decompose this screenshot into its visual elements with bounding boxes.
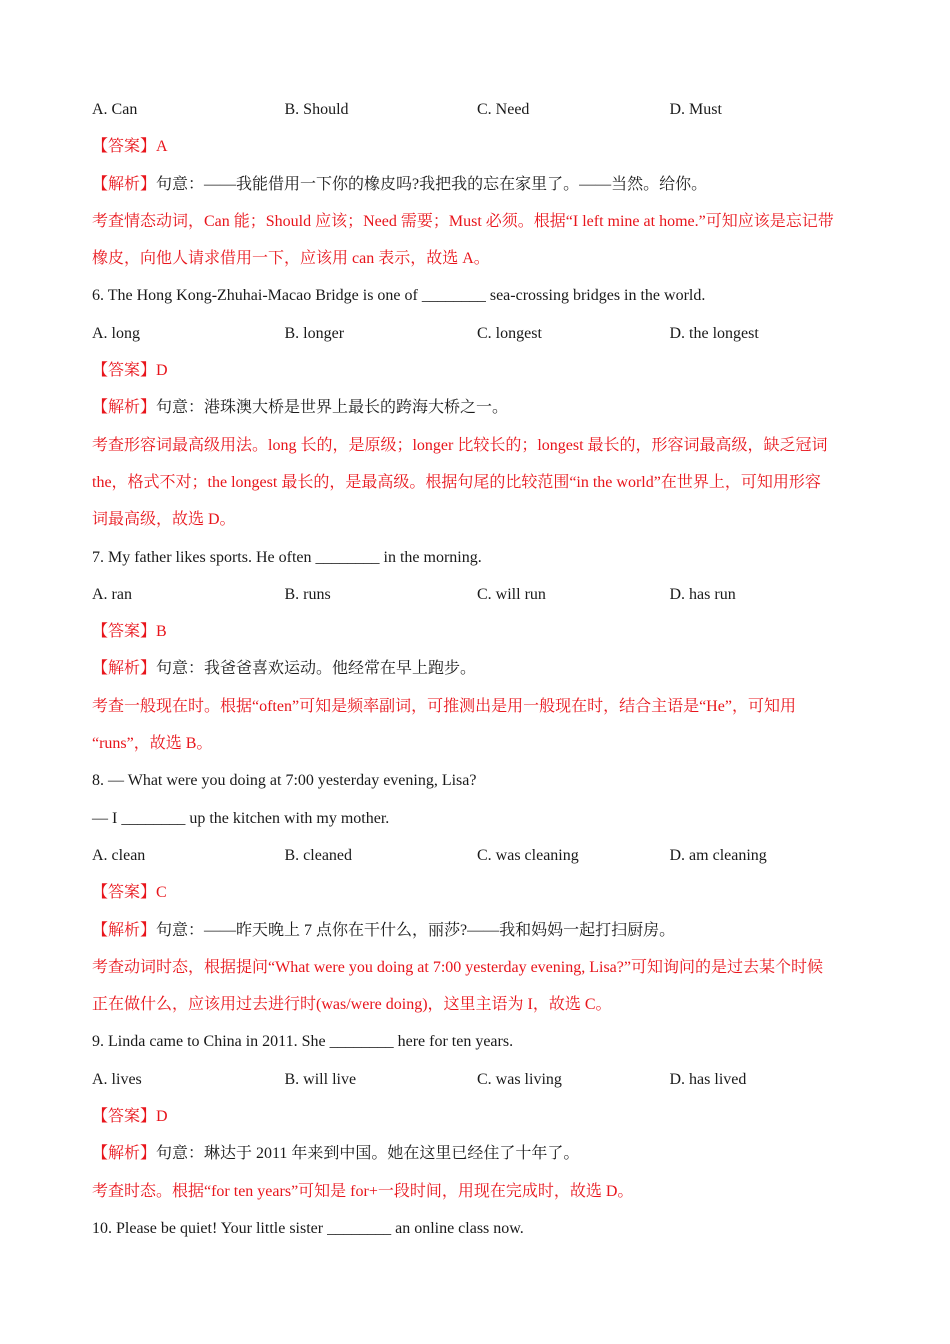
option-d: D. the longest: [669, 324, 759, 342]
question-text: — I ________ up the kitchen with my mother.: [92, 809, 390, 827]
option-a: A. lives: [92, 1070, 142, 1088]
answer-label: 【答案】: [92, 138, 157, 156]
question-text: 8. — What were you doing at 7:00 yesterday evening, Lisa?: [92, 772, 477, 790]
answer-value: B: [156, 623, 167, 641]
analysis-text: [92, 688, 862, 763]
options-row: [92, 91, 862, 128]
option-a: A. long: [92, 324, 140, 342]
explanation-label: 【解析】: [92, 660, 157, 678]
question-text: 10. Please be quiet! Your little sister ________ an online class now.: [92, 1219, 524, 1237]
options-row: [92, 576, 862, 613]
analysis-text: [92, 949, 862, 1024]
option-a: A. Can: [92, 101, 138, 118]
option-b: B. longer: [284, 324, 345, 342]
question-text: 7. My father likes sports. He often ________ in the morning.: [92, 548, 482, 566]
option-b: B. cleaned: [284, 846, 353, 864]
options-row: [92, 1061, 862, 1098]
analysis-line: 考查动词时态，根据提问“What were you doing at 7:00 yesterday evening, Lisa?”可知询问的是过去某个时候: [92, 958, 823, 976]
option-a: A. ran: [92, 585, 132, 603]
question-block-7: [92, 539, 862, 763]
options-row: [92, 315, 862, 352]
explanation-text: 句意：——我能借用一下你的橡皮吗?我把我的忘在家里了。——当然。给你。: [156, 175, 708, 193]
analysis-line: 橡皮，向他人请求借用一下，应该用 can 表示，故选 A。: [92, 250, 490, 268]
question-block-9: [92, 1023, 862, 1209]
explanation-line: [92, 650, 862, 687]
explanation-label: 【解析】: [92, 921, 157, 939]
option-d: D. has run: [669, 585, 736, 603]
answer-label: 【答案】: [92, 884, 157, 902]
option-b: B. runs: [284, 585, 331, 603]
answer-label: 【答案】: [92, 1108, 157, 1126]
analysis-line: 考查一般现在时。根据“often”可知是频率副词，可推测出是用一般现在时，结合主语是“He”，可知用: [92, 697, 796, 715]
explanation-line: [92, 166, 862, 203]
analysis-line: 正在做什么，应该用过去进行时(was/were doing)，这里主语为 I，故选 C。: [92, 996, 612, 1014]
explanation-text: 句意：——昨天晚上 7 点你在干什么，丽莎?——我和妈妈一起打扫厨房。: [156, 921, 676, 939]
option-c: C. was cleaning: [477, 846, 579, 864]
explanation-label: 【解析】: [92, 1145, 157, 1163]
answer-line: [92, 613, 862, 650]
answer-value: A: [156, 138, 168, 156]
answer-label: 【答案】: [92, 362, 157, 380]
analysis-line: 考查时态。根据“for ten years”可知是 for+一段时间，用现在完成时，故选 D。: [92, 1182, 634, 1200]
analysis-line: 考查情态动词，Can 能；Should 应该；Need 需要；Must 必须。根据“I left mine at home.”可知应该是忘记带: [92, 212, 834, 230]
explanation-line: [92, 389, 862, 426]
explanation-text: 句意：港珠澳大桥是世界上最长的跨海大桥之一。: [156, 399, 509, 417]
answer-label: 【答案】: [92, 623, 157, 641]
question-block-10: [92, 1210, 862, 1247]
question-block-6: [92, 277, 862, 538]
explanation-label: 【解析】: [92, 175, 157, 193]
option-b: B. Should: [284, 101, 349, 118]
explanation-label: 【解析】: [92, 399, 157, 417]
option-c: C. was living: [477, 1070, 562, 1088]
answer-value: D: [156, 362, 168, 380]
answer-value: D: [156, 1108, 168, 1126]
explanation-line: [92, 1135, 862, 1172]
options-row: [92, 837, 862, 874]
question-block-5: [92, 91, 862, 277]
option-d: D. has lived: [669, 1070, 747, 1088]
option-c: C. will run: [477, 585, 546, 603]
option-b: B. will live: [284, 1070, 357, 1088]
question-block-8: [92, 762, 862, 1023]
analysis-line: “runs”，故选 B。: [92, 735, 213, 753]
analysis-text: [92, 427, 862, 539]
explanation-line: [92, 912, 862, 949]
answer-value: C: [156, 884, 167, 902]
answer-line: [92, 874, 862, 911]
analysis-line: the，格式不对；the longest 最长的，是最高级。根据句尾的比较范围“in the world”在世界上，可知用形容: [92, 473, 821, 491]
document-page: [92, 91, 862, 1247]
analysis-text: [92, 203, 862, 278]
option-c: C. Need: [477, 101, 530, 118]
analysis-text: [92, 1173, 862, 1210]
explanation-text: 句意：我爸爸喜欢运动。他经常在早上跑步。: [156, 660, 477, 678]
question-text: 9. Linda came to China in 2011. She ________ here for ten years.: [92, 1033, 514, 1051]
analysis-line: 词最高级，故选 D。: [92, 511, 236, 529]
question-text: 6. The Hong Kong-Zhuhai-Macao Bridge is one of ________ sea-crossing bridges in the world.: [92, 287, 706, 305]
analysis-line: 考查形容词最高级用法。long 长的，是原级；longer 比较长的；longest 最长的，形容词最高级，缺乏冠词: [92, 436, 828, 454]
option-d: D. am cleaning: [669, 846, 767, 864]
option-d: D. Must: [669, 101, 722, 118]
answer-line: [92, 352, 862, 389]
explanation-text: 句意：琳达于 2011 年来到中国。她在这里已经住了十年了。: [156, 1145, 580, 1163]
answer-line: [92, 128, 862, 165]
option-a: A. clean: [92, 846, 146, 864]
answer-line: [92, 1098, 862, 1135]
option-c: C. longest: [477, 324, 542, 342]
